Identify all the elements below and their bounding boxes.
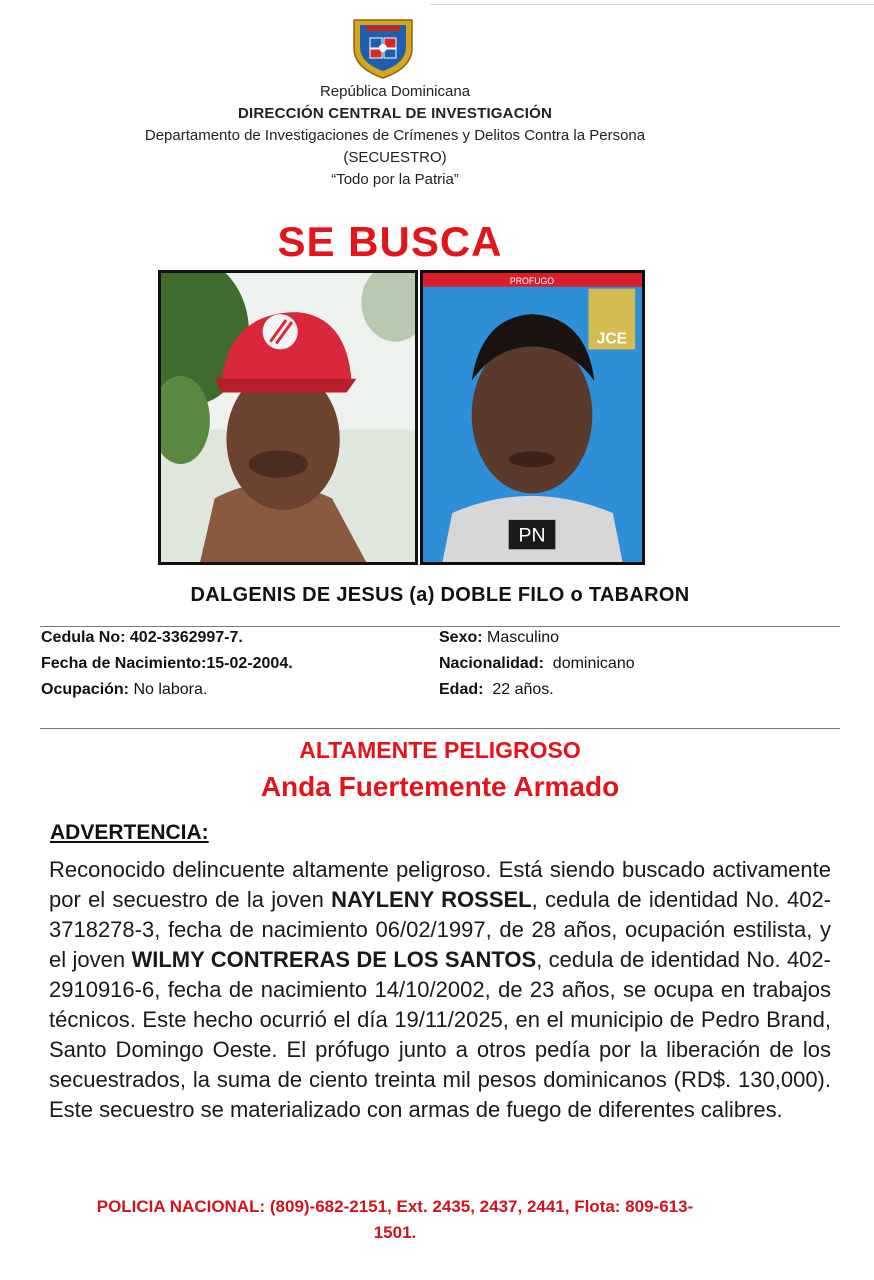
occupation-label: Ocupación:: [41, 681, 130, 698]
top-rule: [430, 4, 874, 5]
police-contact: POLICIA NACIONAL: (809)-682-2151, Ext. 2435, 2437, 2441, Flota: 809-613- 1501.: [96, 1197, 694, 1242]
birthdate-field: Fecha de Nacimiento:15-02-2004.: [41, 655, 293, 672]
header-country: República Dominicana: [319, 83, 471, 100]
victim-2-name: WILMY CONTRERAS DE LOS SANTOS: [131, 947, 537, 972]
details-left: [41, 625, 293, 703]
header-department: Departamento de Investigaciones de Crímenes y Delitos Contra la Persona: [144, 127, 646, 144]
pn-badge: PN: [518, 524, 546, 547]
suspect-photo-casual: [158, 270, 418, 565]
victim-1-name: NAYLENY ROSSEL: [331, 887, 532, 912]
warning-dangerous: ALTAMENTE PELIGROSO: [299, 737, 581, 763]
jce-logo: JCE: [596, 330, 627, 348]
occupation-value: No labora.: [133, 681, 208, 698]
warning-armed: Anda Fuertemente Armado: [260, 771, 620, 802]
warning-body: Reconocido delincuente altamente peligroso. Está siendo buscado activamente por el secuestro de la joven NAYLENY ROSSEL, cedula de identidad No. 402-3718278-3, fecha de nacimiento 06/02/1997, de 28 años, ocupación estilista, y el joven WILMY CONTRERAS DE LOS SANTOS, cedula de identidad No. 402-2910916-6, fecha de nacimiento 14/10/2002, de 23 años, se ocupa en trabajos técnicos. Este hecho ocurrió el día 19/11/2025, en el municipio de Pedro Brand, Santo Domingo Oeste. El prófugo junto a otros pedía por la liberación de los secuestrados, la suma de ciento treinta mil pesos dominicanos (RD$. 130,000). Este secuestro se materializado con armas de fuego de diferentes calibres.: [49, 857, 831, 1122]
dicrim-crest-icon: [348, 14, 418, 80]
advertencia-title: ADVERTENCIA:: [50, 821, 209, 844]
header-motto: “Todo por la Patria”: [331, 171, 459, 188]
suspect-photo-id: [420, 270, 645, 565]
header-unit: (SECUESTRO): [343, 149, 447, 166]
nationality-label: Nacionalidad:: [439, 655, 544, 672]
nationality-value: dominicano: [552, 655, 635, 672]
sex-value: Masculino: [487, 629, 560, 646]
suspect-name: DALGENIS DE JESUS (a) DOBLE FILO o TABARON: [190, 584, 690, 606]
age-label: Edad:: [439, 681, 484, 698]
divider-bottom: [40, 728, 840, 729]
cedula-field: Cedula No: 402-3362997-7.: [41, 629, 243, 646]
age-value: 22 años.: [492, 681, 554, 698]
sex-label: Sexo:: [439, 629, 483, 646]
header-agency: DIRECCIÓN CENTRAL DE INVESTIGACIÓN: [237, 105, 553, 122]
details-right: [439, 625, 635, 703]
profugo-tag: PROFUGO: [509, 275, 555, 286]
headline: SE BUSCA: [277, 218, 503, 265]
